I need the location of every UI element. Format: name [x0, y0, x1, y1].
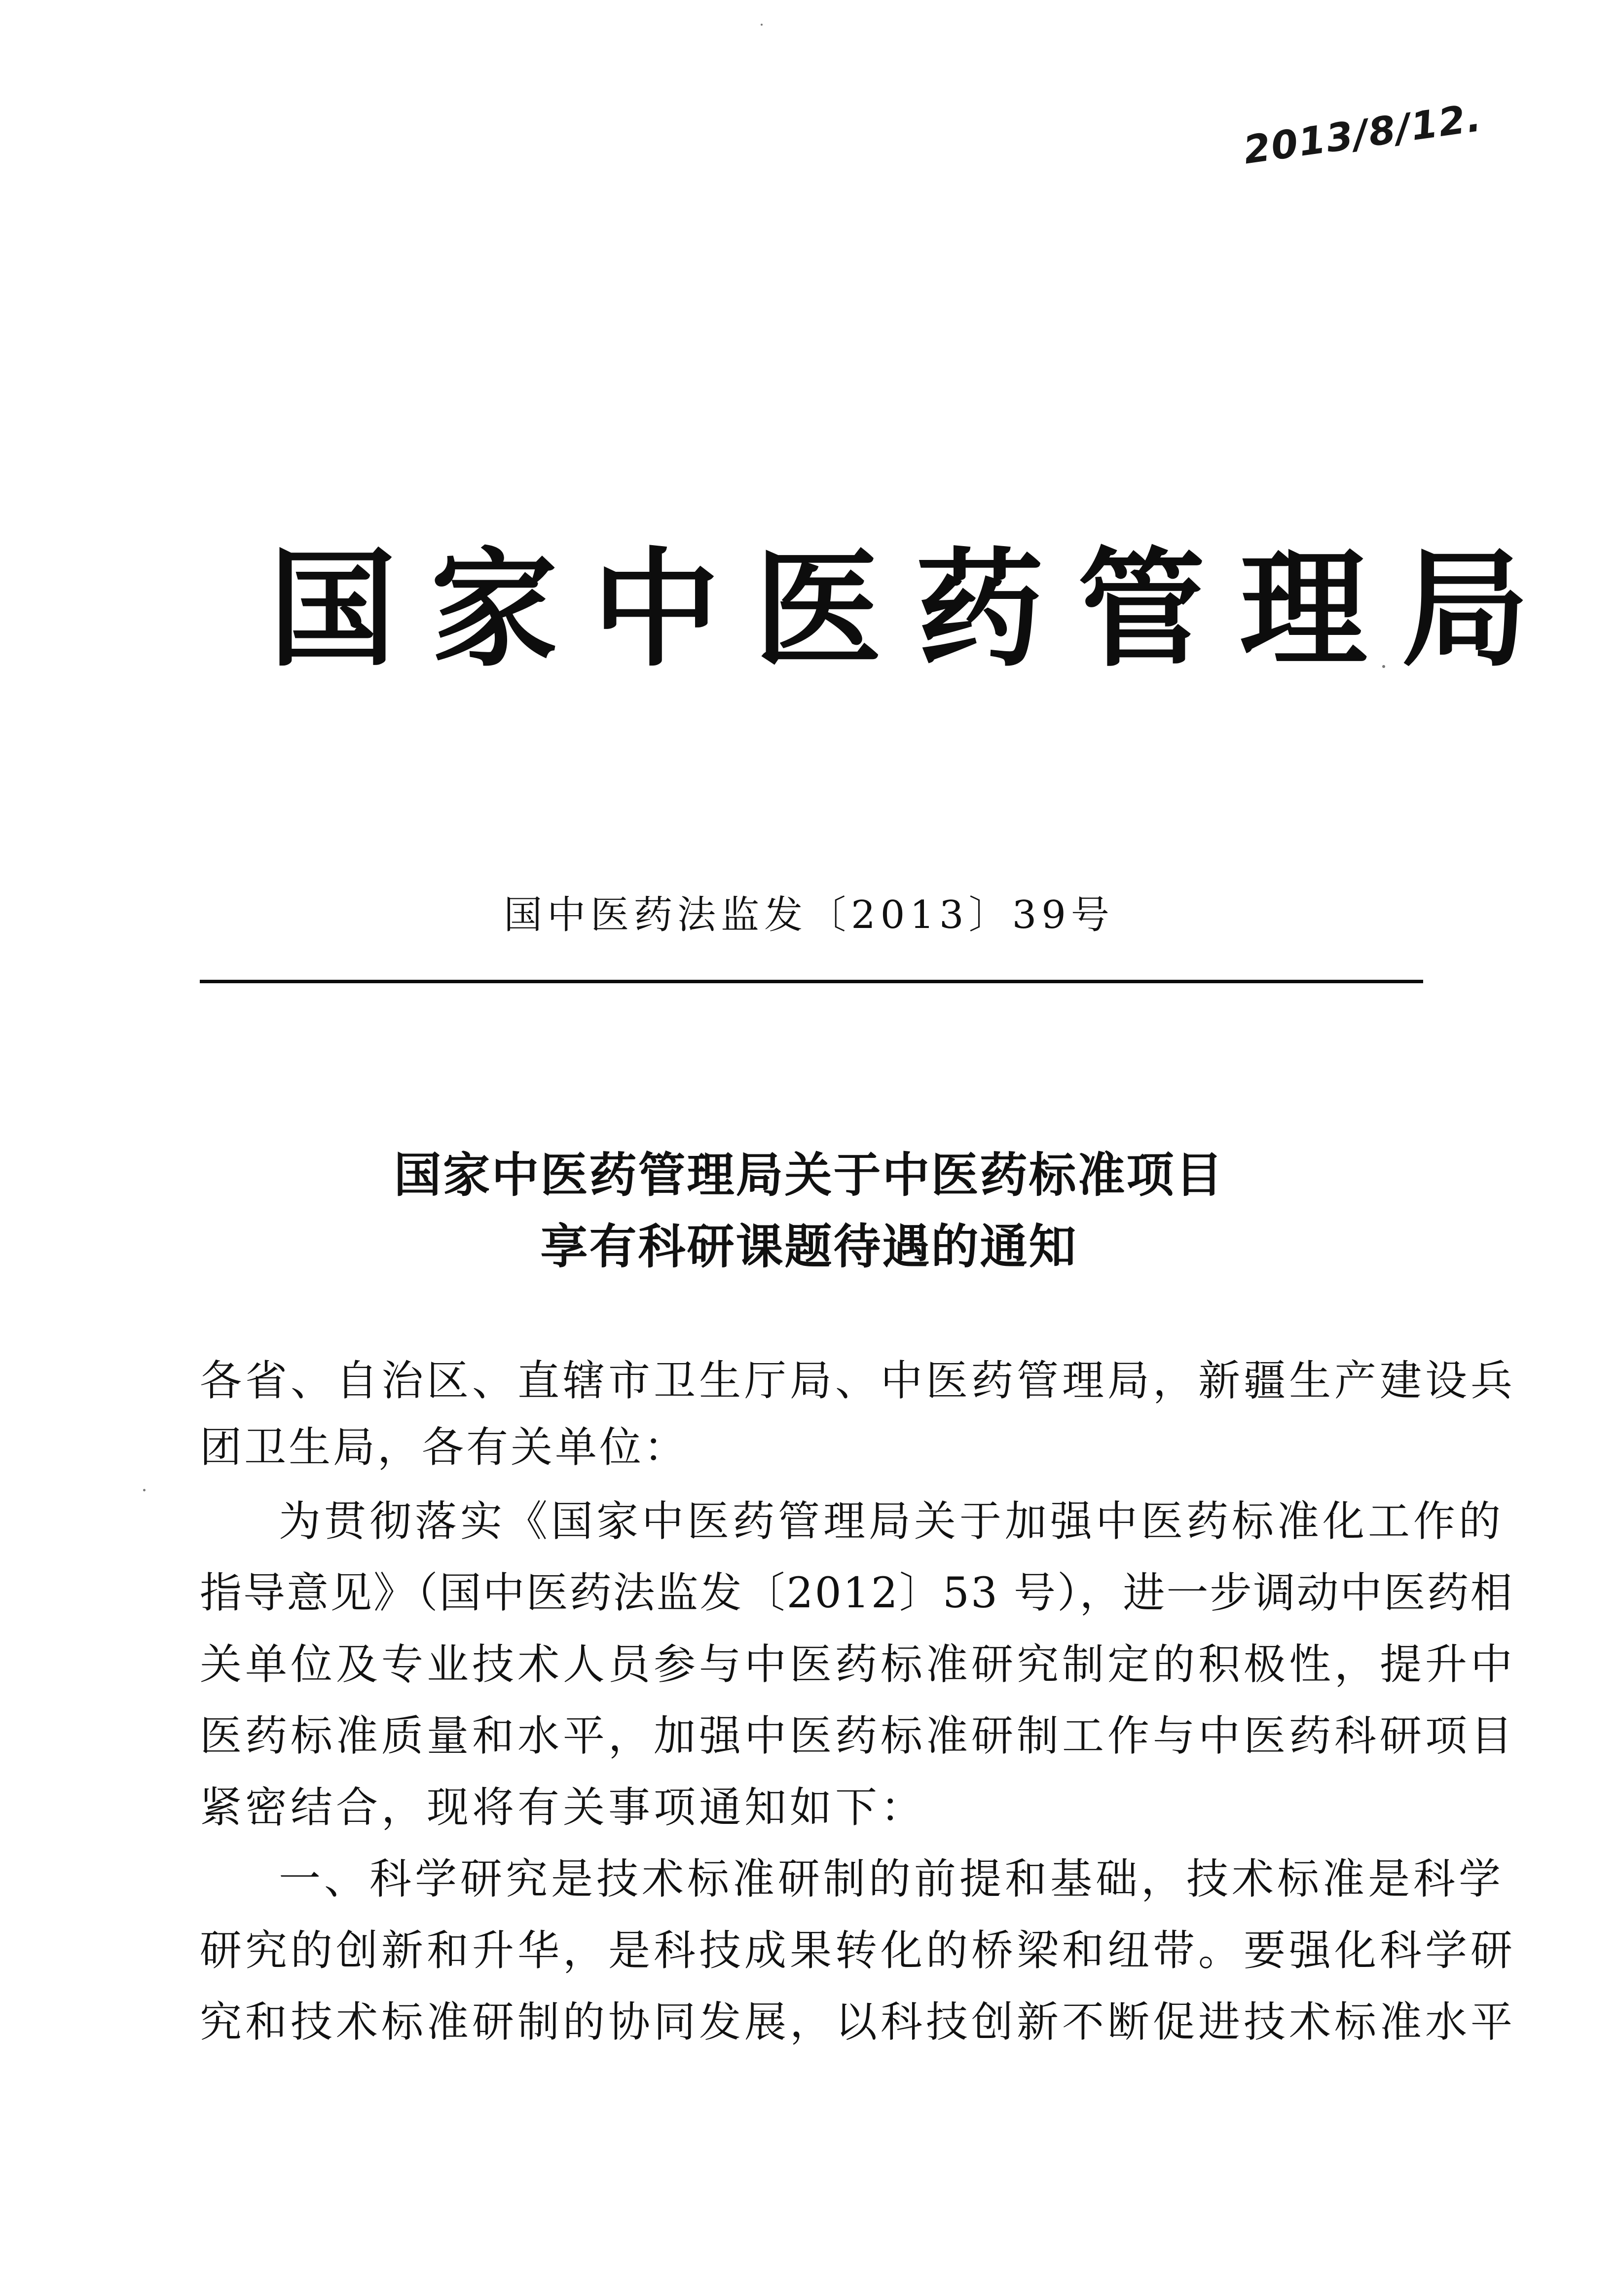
document-number: 国中医药法监发〔2013〕39号 — [504, 893, 1114, 937]
body-text-line: 紧密结合，现将有关事项通知如下： — [200, 1783, 926, 1832]
body-text-line: 团卫生局，各有关单位： — [200, 1423, 689, 1472]
header-rule — [200, 980, 1423, 983]
body-text-line: 关单位及专业技术人员参与中医药标准研究制定的积极性，提升中 — [200, 1640, 1516, 1689]
body-text-line: 一、科学研究是技术标准研制的前提和基础，技术标准是科学 — [279, 1855, 1505, 1904]
body-text-line: 各省、自治区、直辖市卫生厅局、中医药管理局，新疆生产建设兵 — [200, 1357, 1516, 1406]
handwritten-date-note: 2013/8/12. — [1241, 95, 1485, 173]
agency-title: 国家中医药管理局 — [269, 534, 1563, 684]
notice-title-line: 享有科研课题待遇的通知 — [540, 1219, 1078, 1274]
body-text-line: 医药标准质量和水平，加强中医药标准研制工作与中医药科研项目 — [200, 1712, 1516, 1761]
body-text-line: 究和技术标准研制的协同发展，以科技创新不断促进技术标准水平 — [200, 1998, 1516, 2047]
notice-title-line: 国家中医药管理局关于中医药标准项目 — [394, 1148, 1224, 1203]
body-text-line: 研究的创新和升华，是科技成果转化的桥梁和纽带。要强化科学研 — [200, 1926, 1516, 1975]
scan-speck — [143, 1489, 146, 1491]
body-text-line: 为贯彻落实《国家中医药管理局关于加强中医药标准化工作的 — [279, 1497, 1505, 1546]
body-text-line: 指导意见》（国中医药法监发〔2012〕53 号），进一步调动中医药相 — [200, 1569, 1514, 1618]
scan-speck — [761, 24, 763, 26]
